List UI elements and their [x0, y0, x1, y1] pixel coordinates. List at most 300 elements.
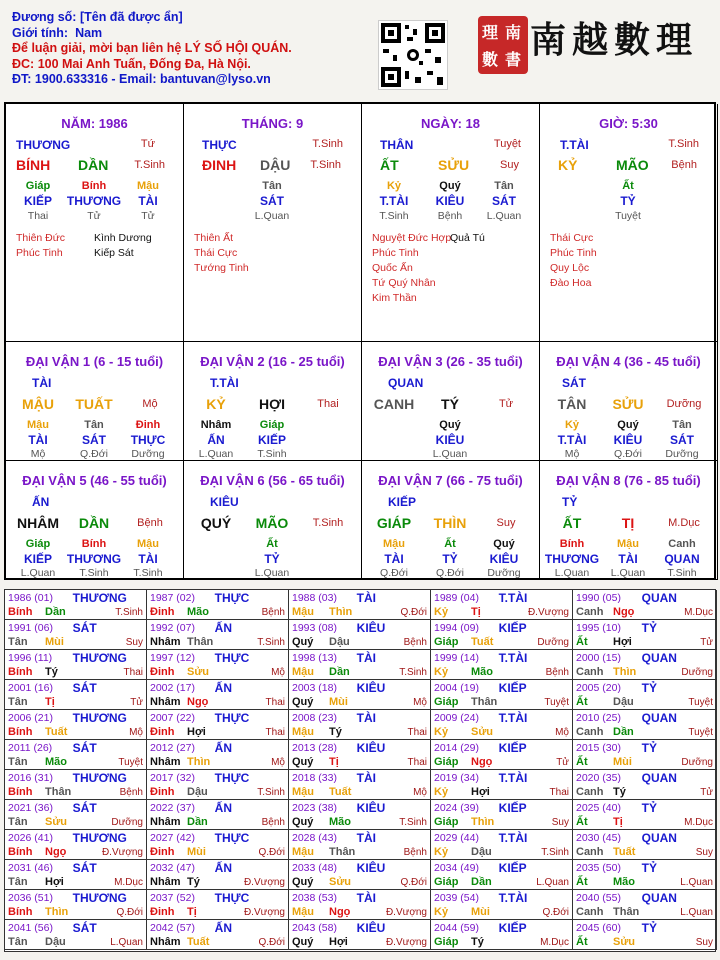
- hidden-stem-god: THỰC: [130, 433, 166, 447]
- pillar-stem: ĐINH: [202, 157, 237, 173]
- year-label: 2017 (32): [150, 772, 195, 784]
- year-stem: Quý: [292, 696, 314, 708]
- star-label: Phúc Tinh: [550, 247, 597, 259]
- year-label: 2002 (17): [150, 682, 195, 694]
- year-stage: Đ.Vượng: [385, 907, 427, 918]
- hidden-stem-stem: Quý: [493, 538, 515, 550]
- year-stage: Tuyệt: [688, 697, 713, 708]
- year-stage: Thai: [407, 757, 427, 768]
- year-branch: Mùi: [45, 636, 64, 648]
- dai-van-stem: QUÝ: [200, 515, 232, 531]
- year-stem: Đinh: [150, 606, 175, 618]
- year-branch: Dậu: [187, 786, 208, 798]
- year-branch: Hợi: [613, 636, 632, 648]
- hidden-stem-stage: L.Quan: [254, 567, 290, 579]
- year-label: 1995 (10): [576, 622, 621, 634]
- pillar-cell: [184, 104, 362, 342]
- year-stem: Bính: [8, 786, 33, 798]
- year-cell: [5, 680, 147, 710]
- year-god: TÀI: [356, 651, 377, 665]
- year-stage: Bệnh: [119, 787, 143, 798]
- year-branch: Tý: [471, 936, 484, 948]
- year-label: 2020 (35): [576, 772, 621, 784]
- year-branch: Mùi: [613, 756, 632, 768]
- dai-van-cell: [6, 461, 184, 580]
- pillar-title: NĂM: 1986: [61, 116, 128, 131]
- year-label: 2026 (41): [8, 832, 53, 844]
- owner-label: Đương số:: [12, 10, 77, 24]
- dai-van-stem: NHÂM: [17, 515, 59, 531]
- year-stem: Canh: [576, 786, 604, 798]
- pillar-branch-stage: T.Sinh: [310, 159, 341, 171]
- year-cell: [289, 650, 431, 680]
- year-branch: Sửu: [613, 936, 636, 948]
- year-cell: [573, 920, 717, 950]
- year-stage: Tuyệt: [118, 757, 143, 768]
- year-god: QUAN: [641, 771, 677, 785]
- year-god: TỶ: [641, 681, 657, 695]
- hidden-stem-stem: Tân: [84, 419, 104, 431]
- year-branch: Tý: [613, 786, 626, 798]
- hidden-stem-stem: Mậu: [383, 538, 405, 550]
- year-stage: Tử: [130, 697, 143, 708]
- year-branch: Mão: [613, 876, 635, 888]
- year-label: 2038 (53): [292, 892, 337, 904]
- year-stage: Q.Đới: [258, 937, 285, 948]
- year-god: QUAN: [641, 891, 677, 905]
- year-branch: Hợi: [187, 726, 206, 738]
- year-god: KIẾP: [498, 921, 527, 935]
- year-stem: Nhâm: [150, 636, 181, 648]
- dai-van-top-god: ẤN: [32, 495, 50, 509]
- hidden-stem-stage: L.Quan: [198, 448, 234, 460]
- star-label: Tướng Tinh: [194, 262, 249, 274]
- year-cell: [431, 800, 573, 830]
- year-label: 2004 (19): [434, 682, 479, 694]
- year-branch: Dậu: [471, 846, 492, 858]
- year-god: THƯƠNG: [72, 591, 127, 605]
- contact-line: Để luận giải, mời bạn liên hệ LÝ SỐ HỘI QUÁN.: [12, 41, 292, 55]
- year-stem: Mậu: [292, 666, 314, 678]
- year-god: T.TÀI: [498, 711, 528, 725]
- year-god: THƯƠNG: [72, 711, 127, 725]
- pillar-cell: [362, 104, 540, 342]
- year-stem: Canh: [576, 906, 604, 918]
- year-stage: Suy: [695, 937, 713, 948]
- dai-van-top-god: QUAN: [388, 376, 424, 390]
- year-cell: [573, 860, 717, 890]
- year-god: KIẾP: [498, 681, 527, 695]
- year-god: T.TÀI: [498, 891, 528, 905]
- dai-van-stage: M.Dục: [668, 517, 700, 529]
- year-stage: Thai: [549, 787, 569, 798]
- hidden-stem-god: TÀI: [384, 552, 404, 566]
- chart-grid: [4, 102, 716, 580]
- year-branch: Tý: [187, 876, 200, 888]
- year-stem: Ất: [576, 936, 588, 948]
- dai-van-stem: MẬU: [22, 396, 54, 412]
- year-cell: [431, 710, 573, 740]
- dai-van-cell: [362, 461, 540, 580]
- year-stem: Bính: [8, 726, 33, 738]
- year-stem: Canh: [576, 666, 604, 678]
- year-branch: Mão: [471, 666, 493, 678]
- year-cell: [147, 890, 289, 920]
- year-label: 1992 (07): [150, 622, 195, 634]
- year-branch: Dần: [45, 606, 66, 618]
- dai-van-title: ĐẠI VẬN 1 (6 - 15 tuổi): [25, 354, 164, 369]
- year-branch: Tuất: [329, 786, 352, 798]
- year-stage: Bệnh: [261, 817, 285, 828]
- pillar-top-god: THƯƠNG: [16, 138, 71, 152]
- hidden-stem-stage: L.Quan: [610, 567, 646, 579]
- hidden-stem-stage: Tử: [141, 210, 155, 222]
- year-cell: [5, 620, 147, 650]
- year-label: 2035 (50): [576, 862, 621, 874]
- year-label: 2016 (31): [8, 772, 53, 784]
- hidden-stem-stem: Tân: [672, 419, 692, 431]
- year-stem: Tân: [8, 876, 28, 888]
- year-stage: Suy: [695, 847, 713, 858]
- year-stem: Quý: [292, 816, 314, 828]
- year-branch: Thìn: [45, 906, 69, 918]
- year-stem: Kỷ: [434, 906, 449, 918]
- year-stem: Giáp: [434, 756, 459, 768]
- year-cell: [5, 830, 147, 860]
- year-stage: Q.Đới: [116, 907, 143, 918]
- year-stem: Bính: [8, 846, 33, 858]
- star-label: Quốc Ấn: [372, 262, 413, 274]
- year-cell: [5, 860, 147, 890]
- year-god: SÁT: [72, 861, 97, 875]
- year-stem: Nhâm: [150, 756, 181, 768]
- year-label: 2008 (23): [292, 712, 337, 724]
- year-branch: Dậu: [45, 936, 66, 948]
- year-label: 1999 (14): [434, 652, 479, 664]
- star-label: Kình Dương: [94, 232, 152, 244]
- year-stem: Kỷ: [434, 786, 449, 798]
- hidden-stem-stage: Thai: [27, 210, 49, 222]
- year-label: 2003 (18): [292, 682, 337, 694]
- dai-van-top-god: KIẾP: [388, 495, 417, 509]
- pillar-title: NGÀY: 18: [421, 116, 480, 131]
- year-god: KIÊU: [356, 921, 386, 935]
- year-stem: Giáp: [434, 876, 459, 888]
- year-label: 2022 (37): [150, 802, 195, 814]
- year-branch: Mùi: [329, 696, 348, 708]
- year-label: 2043 (58): [292, 922, 337, 934]
- year-god: T.TÀI: [498, 591, 528, 605]
- year-branch: Sửu: [45, 816, 68, 828]
- dai-van-title: ĐẠI VẬN 6 (56 - 65 tuổi): [200, 473, 345, 488]
- year-god: KIÊU: [356, 681, 386, 695]
- year-branch: Dậu: [329, 636, 350, 648]
- year-god: ẤN: [214, 741, 233, 755]
- year-god: KIÊU: [356, 621, 386, 635]
- pillar-title: THÁNG: 9: [241, 116, 304, 131]
- year-stem: Canh: [576, 726, 604, 738]
- dai-van-stage: Thai: [317, 398, 339, 410]
- year-god: KIẾP: [498, 801, 527, 815]
- hidden-stem-stage: T.Sinh: [79, 567, 109, 579]
- pillar-branch: SỬU: [438, 157, 470, 173]
- hidden-stem-god: TỶ: [620, 194, 636, 208]
- year-stage: Tuyệt: [544, 697, 569, 708]
- year-stem: Mậu: [292, 786, 314, 798]
- year-god: THƯƠNG: [72, 651, 127, 665]
- star-label: Thiên Đức: [16, 232, 66, 244]
- year-god: THỰC: [214, 891, 250, 905]
- year-stem: Nhâm: [150, 816, 181, 828]
- pillar-top-stage: Tứ: [140, 138, 155, 150]
- year-stage: Tử: [700, 637, 713, 648]
- year-cell: [5, 800, 147, 830]
- year-stem: Bính: [8, 666, 33, 678]
- year-branch: Ngọ: [45, 846, 67, 858]
- year-god: THỰC: [214, 711, 250, 725]
- year-label: 2045 (60): [576, 922, 621, 934]
- year-cell: [289, 740, 431, 770]
- year-cell: [289, 860, 431, 890]
- dai-van-cell: [6, 342, 184, 461]
- seal-stamp-icon: [478, 16, 528, 74]
- hidden-stem-god: T.TÀI: [557, 433, 587, 447]
- year-branch: Thìn: [471, 816, 495, 828]
- dai-van-branch: DẦN: [78, 515, 110, 531]
- year-stage: T.Sinh: [257, 637, 285, 648]
- dai-van-stem: GIÁP: [376, 515, 412, 531]
- year-god: TỶ: [641, 921, 657, 935]
- year-stem: Kỷ: [434, 846, 449, 858]
- qr-code-icon: [378, 20, 448, 90]
- year-label: 2010 (25): [576, 712, 621, 724]
- pillar-top-stage: Tuyệt: [493, 138, 521, 150]
- year-branch: Dần: [471, 876, 492, 888]
- year-stem: Kỷ: [434, 666, 449, 678]
- year-label: 1988 (03): [292, 592, 337, 604]
- hidden-stem-god: QUAN: [664, 552, 700, 566]
- year-stem: Quý: [292, 636, 314, 648]
- dai-van-stem: KỶ: [206, 396, 226, 412]
- pillar-branch: MÃO: [616, 157, 649, 173]
- pillar-branch: DẦN: [78, 157, 109, 173]
- year-cell: [573, 890, 717, 920]
- dai-van-stage: Mộ: [142, 398, 158, 410]
- dai-van-top-god: TÀI: [32, 376, 52, 390]
- year-god: QUAN: [641, 711, 677, 725]
- star-label: Quy Lộc: [550, 262, 590, 274]
- hidden-stem-god: TÀI: [138, 194, 158, 208]
- year-god: THƯƠNG: [72, 891, 127, 905]
- year-label: 1994 (09): [434, 622, 479, 634]
- stamp-char-4: 書: [505, 50, 522, 69]
- year-cell: [5, 710, 147, 740]
- dai-van-title: ĐẠI VẬN 4 (36 - 45 tuổi): [556, 354, 701, 369]
- year-label: 2000 (15): [576, 652, 621, 664]
- year-stem: Đinh: [150, 786, 175, 798]
- year-cell: [289, 890, 431, 920]
- year-god: TÀI: [356, 591, 377, 605]
- hidden-stem-god: KIÊU: [489, 552, 519, 566]
- year-label: 2012 (27): [150, 742, 195, 754]
- year-cell: [147, 680, 289, 710]
- year-cell: [147, 920, 289, 950]
- year-god: SÁT: [72, 681, 97, 695]
- year-stage: Suy: [125, 637, 143, 648]
- year-label: 2027 (42): [150, 832, 195, 844]
- hidden-stem-stem: Tân: [262, 180, 282, 192]
- year-cell: [431, 920, 573, 950]
- year-stem: Tân: [8, 816, 28, 828]
- hidden-stem-god: THƯƠNG: [544, 552, 600, 566]
- year-god: QUAN: [641, 591, 677, 605]
- year-god: TỶ: [641, 741, 657, 755]
- hidden-stem-stem: Ất: [622, 180, 634, 192]
- hidden-stem-stage: T.Sinh: [257, 448, 287, 460]
- year-branch: Tuất: [613, 846, 636, 858]
- year-label: 2030 (45): [576, 832, 621, 844]
- year-stage: T.Sinh: [399, 817, 427, 828]
- year-stage: T.Sinh: [541, 847, 569, 858]
- year-cell: [5, 770, 147, 800]
- dai-van-stem: CANH: [373, 396, 415, 412]
- star-label: Thái Cực: [194, 247, 238, 259]
- year-stage: Thai: [265, 697, 285, 708]
- dai-van-cell: [362, 342, 540, 461]
- year-label: 2036 (51): [8, 892, 53, 904]
- hidden-stem-stem: Nhâm: [200, 419, 232, 431]
- hidden-stem-god: T.TÀI: [379, 194, 409, 208]
- hidden-stem-stem: Bính: [559, 538, 585, 550]
- star-label: Thiên Ất: [194, 232, 234, 244]
- pillar-top-god: THÂN: [380, 138, 414, 152]
- hidden-stem-stage: Dưỡng: [487, 567, 521, 579]
- year-label: 2042 (57): [150, 922, 195, 934]
- year-cell: [147, 740, 289, 770]
- year-cell: [573, 680, 717, 710]
- year-god: TÀI: [356, 831, 377, 845]
- year-stage: Đ.Vượng: [243, 877, 285, 888]
- year-branch: Ngọ: [187, 696, 209, 708]
- year-label: 2034 (49): [434, 862, 479, 874]
- year-stem: Bính: [8, 606, 33, 618]
- header-info: [12, 10, 292, 88]
- hidden-stem-god: KIÊU: [613, 433, 643, 447]
- year-god: TÀI: [356, 771, 377, 785]
- year-label: 1993 (08): [292, 622, 337, 634]
- year-stem: Mậu: [292, 726, 314, 738]
- hidden-stem-stem: Quý: [439, 180, 461, 192]
- pillar-stem: BÍNH: [16, 157, 51, 173]
- hidden-stem-stage: Tử: [87, 210, 101, 222]
- hidden-stem-god: KIẾP: [257, 433, 287, 447]
- year-god: QUAN: [641, 831, 677, 845]
- year-branch: Thìn: [187, 756, 211, 768]
- year-branch: Sửu: [187, 666, 210, 678]
- year-stem: Tân: [8, 936, 28, 948]
- hidden-stem-god: KIẾP: [23, 552, 53, 566]
- year-branch: Tị: [45, 696, 55, 708]
- year-cell: [431, 860, 573, 890]
- year-god: KIÊU: [356, 741, 386, 755]
- year-stage: M.Dục: [684, 607, 713, 618]
- dai-van-branch: HỢI: [259, 396, 285, 412]
- hidden-stem-stem: Mậu: [137, 180, 159, 192]
- year-branch: Dần: [187, 816, 208, 828]
- dai-van-top-god: TỶ: [562, 495, 578, 509]
- year-stem: Kỷ: [434, 606, 449, 618]
- year-label: 2024 (39): [434, 802, 479, 814]
- year-label: 2006 (21): [8, 712, 53, 724]
- star-label: Thái Cực: [550, 232, 594, 244]
- year-label: 2001 (16): [8, 682, 53, 694]
- year-god: THỰC: [214, 591, 250, 605]
- year-branch: Sửu: [471, 726, 494, 738]
- year-god: TỶ: [641, 861, 657, 875]
- year-cell: [5, 590, 147, 620]
- hidden-stem-stem: Giáp: [25, 538, 51, 550]
- dai-van-title: ĐẠI VẬN 5 (46 - 55 tuổi): [22, 473, 167, 488]
- year-stage: Q.Đới: [258, 847, 285, 858]
- year-stage: Dưỡng: [681, 667, 713, 678]
- year-stem: Giáp: [434, 816, 459, 828]
- year-label: 2018 (33): [292, 772, 337, 784]
- year-stage: Đ.Vượng: [101, 847, 143, 858]
- year-cell: [5, 920, 147, 950]
- year-branch: Ngọ: [329, 906, 351, 918]
- year-cell: [431, 740, 573, 770]
- year-stem: Giáp: [434, 936, 459, 948]
- year-stage: Bệnh: [545, 667, 569, 678]
- year-god: KIÊU: [356, 801, 386, 815]
- hidden-stem-stage: Tuyệt: [615, 210, 641, 222]
- hidden-stem-god: TỶ: [264, 552, 280, 566]
- year-stage: L.Quan: [680, 877, 713, 888]
- year-god: ẤN: [214, 801, 233, 815]
- year-label: 1991 (06): [8, 622, 53, 634]
- hidden-stem-stem: Giáp: [25, 180, 51, 192]
- hidden-stem-stage: Q.Đới: [614, 448, 642, 460]
- year-branch: Mão: [187, 606, 209, 618]
- hidden-stem-stage: Dưỡng: [665, 448, 699, 460]
- year-cell: [289, 830, 431, 860]
- year-cell: [289, 800, 431, 830]
- hidden-stem-stem: Bính: [81, 180, 107, 192]
- year-cell: [289, 920, 431, 950]
- hidden-stem-god: TÀI: [618, 552, 638, 566]
- hidden-stem-stem: Mậu: [617, 538, 639, 550]
- year-label: 1990 (05): [576, 592, 621, 604]
- year-cell: [147, 620, 289, 650]
- year-stage: Mộ: [555, 727, 569, 738]
- year-branch: Tuất: [187, 936, 210, 948]
- dai-van-top-god: KIÊU: [210, 495, 239, 509]
- hidden-stem-stem: Kỷ: [386, 180, 402, 192]
- year-cell: [289, 710, 431, 740]
- pillar-cell: [540, 104, 718, 342]
- dai-van-stage: Bệnh: [137, 517, 163, 529]
- year-god: TỶ: [641, 801, 657, 815]
- year-stem: Đinh: [150, 906, 175, 918]
- year-stage: Bệnh: [261, 607, 285, 618]
- year-branch: Thân: [471, 696, 498, 708]
- year-label: 2013 (28): [292, 742, 337, 754]
- year-god: KIẾP: [498, 741, 527, 755]
- hidden-stem-stage: T.Sinh: [133, 567, 163, 579]
- year-stem: Canh: [576, 846, 604, 858]
- year-branch: Ngọ: [613, 606, 635, 618]
- dai-van-stage: Suy: [496, 517, 516, 529]
